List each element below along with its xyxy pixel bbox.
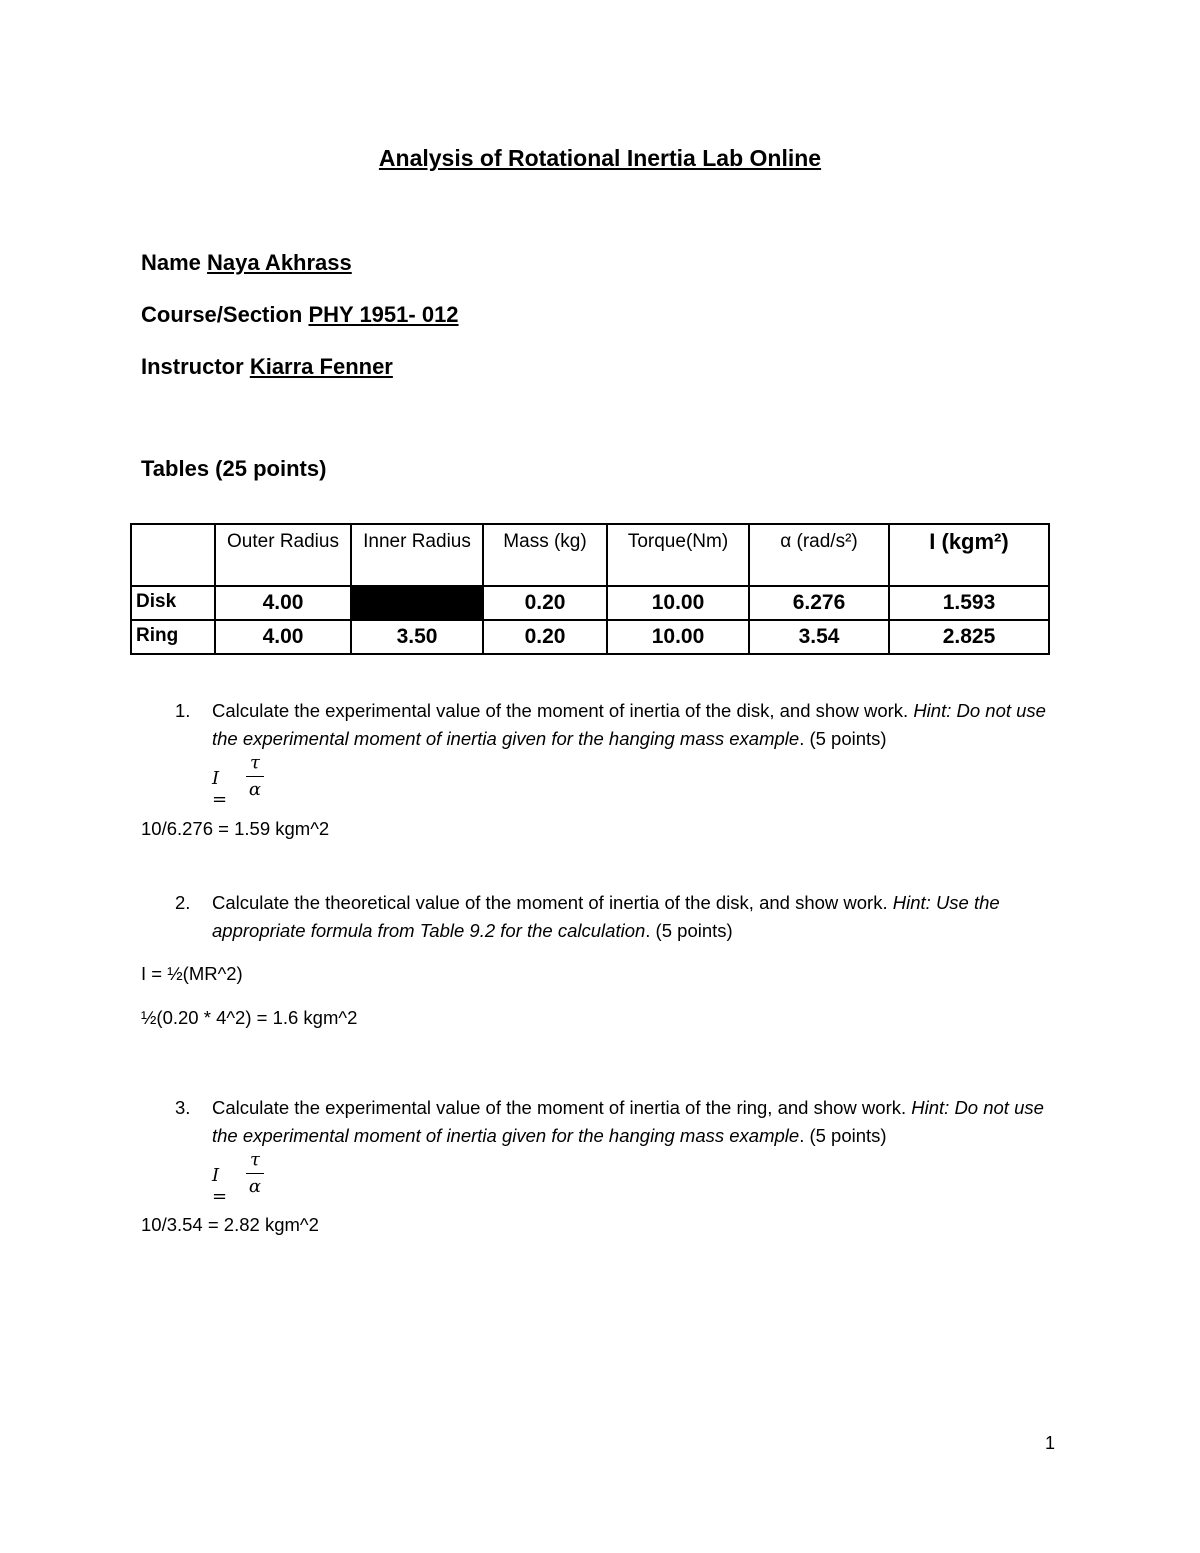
question-prompt: Calculate the experimental value of the moment of inertia of the disk, and show work.: [212, 700, 909, 721]
formula-denominator: α: [248, 1176, 262, 1197]
data-table: [130, 523, 1050, 655]
formula-denominator: α: [248, 779, 262, 800]
question-number: 3.: [175, 1097, 191, 1118]
table-header-row: [131, 524, 1049, 586]
table-row: [131, 586, 1049, 620]
table-cell: 1.593: [889, 586, 1049, 620]
formula-fraction: [246, 1149, 264, 1198]
tables-heading: Tables (25 points): [141, 456, 327, 481]
header-cell: Torque(Nm): [607, 524, 749, 586]
question-points: . (5 points): [799, 728, 887, 749]
fraction-bar: [246, 776, 264, 777]
table-cell: 0.20: [483, 586, 607, 620]
course-value: PHY 1951- 012: [308, 302, 459, 327]
document-title: Analysis of Rotational Inertia Lab Online: [378, 145, 822, 171]
formula-lhs: I =: [212, 768, 228, 810]
question-number: 1.: [175, 700, 191, 721]
page-number: 1: [1045, 1433, 1056, 1453]
name-value: Naya Akhrass: [207, 250, 352, 275]
row-label: Ring: [131, 620, 215, 654]
name-line: [141, 250, 352, 276]
blacked-out-cell: [351, 586, 483, 620]
formula-fraction: [246, 752, 264, 801]
header-cell: Outer Radius: [215, 524, 351, 586]
table-cell: 4.00: [215, 586, 351, 620]
inertia-header: I (kgm²): [929, 529, 1009, 554]
question-number: 2.: [175, 892, 191, 913]
table-cell: 0.20: [483, 620, 607, 654]
question-text: [212, 889, 1072, 945]
fraction-bar: [246, 1173, 264, 1174]
name-label: Name: [141, 250, 201, 275]
question-hint: Hint: Use the appropriate formula from Table 9.2 for the calculation: [212, 892, 1000, 941]
table-cell: 10.00: [607, 586, 749, 620]
formula-lhs: I =: [212, 1165, 228, 1207]
header-cell: Inner Radius: [351, 524, 483, 586]
course-label: Course/Section: [141, 302, 303, 327]
question-text: [212, 1094, 1072, 1150]
table-cell: 3.50: [351, 620, 483, 654]
header-cell: α (rad/s²): [749, 524, 889, 586]
header-cell: [889, 524, 1049, 586]
answer-1: 10/6.276 = 1.59 kgm^2: [141, 818, 330, 839]
formula-numerator: τ: [250, 752, 260, 773]
table-cell: 10.00: [607, 620, 749, 654]
question-prompt: Calculate the experimental value of the moment of inertia of the ring, and show work.: [212, 1097, 907, 1118]
formula-numerator: τ: [250, 1149, 260, 1170]
row-label: Disk: [131, 586, 215, 620]
table-row: [131, 620, 1049, 654]
instructor-line: [141, 354, 393, 380]
table-cell: 6.276: [749, 586, 889, 620]
question-hint: Hint: Do not use the experimental moment of inertia given for the hanging mass example: [212, 1097, 1044, 1146]
answer-2-formula: I = ½(MR^2): [141, 963, 243, 984]
course-line: [141, 302, 459, 328]
header-cell: Mass (kg): [483, 524, 607, 586]
instructor-value: Kiarra Fenner: [249, 354, 393, 379]
instructor-label: Instructor: [141, 354, 244, 379]
question-hint: Hint: Do not use the experimental moment of inertia given for the hanging mass example: [212, 700, 1046, 749]
table-cell: 4.00: [215, 620, 351, 654]
header-cell: [131, 524, 215, 586]
answer-3: 10/3.54 = 2.82 kgm^2: [141, 1214, 319, 1235]
question-text: [212, 697, 1072, 753]
table-cell: 3.54: [749, 620, 889, 654]
question-points: . (5 points): [645, 920, 733, 941]
question-points: . (5 points): [799, 1125, 887, 1146]
table-cell: 2.825: [889, 620, 1049, 654]
answer-2-calculation: ½(0.20 * 4^2) = 1.6 kgm^2: [141, 1007, 358, 1028]
question-prompt: Calculate the theoretical value of the moment of inertia of the disk, and show work.: [212, 892, 888, 913]
